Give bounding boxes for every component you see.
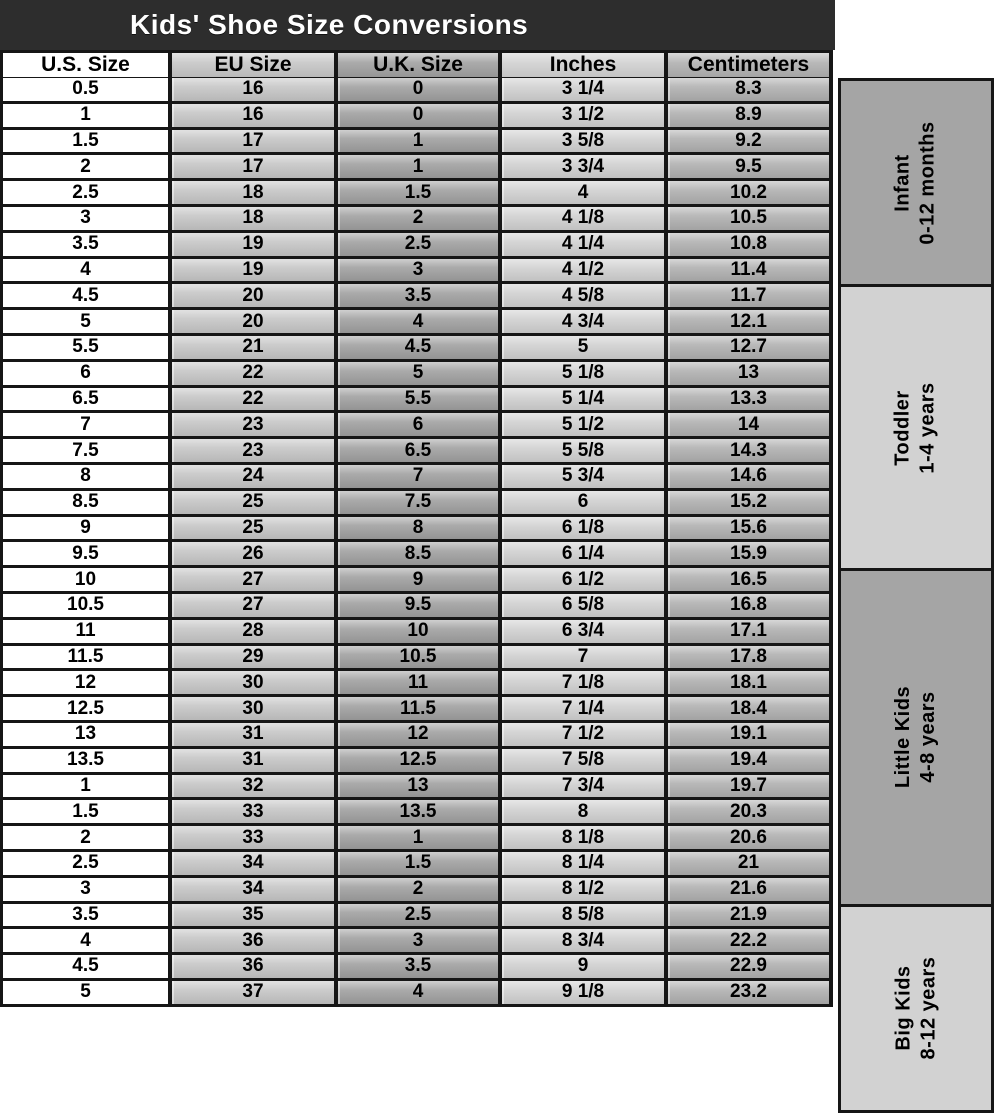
cell-inches: 9 1/8 xyxy=(502,981,668,1007)
age-group-sidebar xyxy=(838,0,1000,1060)
cell-uk-size: 2 xyxy=(338,207,502,233)
cell-uk-size: 10 xyxy=(338,620,502,646)
cell-us-size: 12 xyxy=(0,671,172,697)
table-row xyxy=(0,259,833,285)
cell-inches: 6 xyxy=(502,491,668,517)
cell-centimeters: 20.6 xyxy=(668,826,833,852)
age-group-name: Little Kids xyxy=(891,686,914,789)
cell-eu-size: 33 xyxy=(172,826,338,852)
table-row xyxy=(0,439,833,465)
cell-eu-size: 21 xyxy=(172,336,338,362)
table-row xyxy=(0,465,833,491)
cell-us-size: 4 xyxy=(0,929,172,955)
cell-eu-size: 22 xyxy=(172,388,338,414)
cell-inches: 6 1/4 xyxy=(502,542,668,568)
cell-inches: 7 xyxy=(502,646,668,672)
cell-centimeters: 9.2 xyxy=(668,130,833,156)
cell-eu-size: 20 xyxy=(172,310,338,336)
age-group-label xyxy=(891,957,941,1060)
cell-uk-size: 7 xyxy=(338,465,502,491)
cell-uk-size: 4 xyxy=(338,310,502,336)
cell-uk-size: 0 xyxy=(338,78,502,104)
age-group-range: 8-12 years xyxy=(917,956,939,1060)
cell-us-size: 9.5 xyxy=(0,542,172,568)
table-row xyxy=(0,78,833,104)
cell-uk-size: 11 xyxy=(338,671,502,697)
cell-eu-size: 36 xyxy=(172,955,338,981)
cell-inches: 6 5/8 xyxy=(502,594,668,620)
cell-centimeters: 14.3 xyxy=(668,439,833,465)
cell-inches: 7 1/4 xyxy=(502,697,668,723)
cell-inches: 5 5/8 xyxy=(502,439,668,465)
cell-centimeters: 16.5 xyxy=(668,568,833,594)
cell-inches: 4 5/8 xyxy=(502,284,668,310)
cell-centimeters: 12.7 xyxy=(668,336,833,362)
cell-eu-size: 16 xyxy=(172,78,338,104)
cell-us-size: 1 xyxy=(0,104,172,130)
cell-inches: 5 xyxy=(502,336,668,362)
cell-centimeters: 17.1 xyxy=(668,620,833,646)
cell-us-size: 11.5 xyxy=(0,646,172,672)
cell-eu-size: 19 xyxy=(172,259,338,285)
age-group-name: Infant xyxy=(892,153,914,212)
cell-eu-size: 34 xyxy=(172,878,338,904)
cell-uk-size: 1 xyxy=(338,155,502,181)
table-row xyxy=(0,775,833,801)
cell-centimeters: 22.9 xyxy=(668,955,833,981)
cell-uk-size: 4 xyxy=(338,981,502,1007)
cell-centimeters: 15.6 xyxy=(668,517,833,543)
cell-inches: 3 1/4 xyxy=(502,78,668,104)
cell-eu-size: 16 xyxy=(172,104,338,130)
table-row xyxy=(0,155,833,181)
cell-us-size: 9 xyxy=(0,517,172,543)
cell-inches: 9 xyxy=(502,955,668,981)
cell-centimeters: 19.1 xyxy=(668,723,833,749)
cell-eu-size: 35 xyxy=(172,904,338,930)
cell-inches: 8 3/4 xyxy=(502,929,668,955)
cell-eu-size: 33 xyxy=(172,800,338,826)
cell-centimeters: 8.3 xyxy=(668,78,833,104)
cell-centimeters: 19.4 xyxy=(668,749,833,775)
age-group-range: 0-12 months xyxy=(917,121,939,245)
cell-us-size: 4.5 xyxy=(0,284,172,310)
cell-inches: 8 1/4 xyxy=(502,852,668,878)
cell-us-size: 2.5 xyxy=(0,181,172,207)
column-header-us-size: U.S. Size xyxy=(0,50,172,80)
cell-uk-size: 1 xyxy=(338,130,502,156)
table-row xyxy=(0,491,833,517)
cell-eu-size: 34 xyxy=(172,852,338,878)
column-header-centimeters: Centimeters xyxy=(668,50,833,80)
cell-us-size: 6.5 xyxy=(0,388,172,414)
age-group-label xyxy=(891,121,941,244)
cell-centimeters: 19.7 xyxy=(668,775,833,801)
cell-inches: 4 1/4 xyxy=(502,233,668,259)
age-group-range: 1-4 years xyxy=(917,382,939,474)
cell-uk-size: 0 xyxy=(338,104,502,130)
cell-uk-size: 10.5 xyxy=(338,646,502,672)
cell-us-size: 4 xyxy=(0,259,172,285)
cell-eu-size: 19 xyxy=(172,233,338,259)
cell-uk-size: 3.5 xyxy=(338,284,502,310)
cell-centimeters: 10.2 xyxy=(668,181,833,207)
table-row xyxy=(0,542,833,568)
cell-centimeters: 9.5 xyxy=(668,155,833,181)
cell-us-size: 8 xyxy=(0,465,172,491)
cell-us-size: 2.5 xyxy=(0,852,172,878)
cell-eu-size: 25 xyxy=(172,517,338,543)
cell-us-size: 10 xyxy=(0,568,172,594)
cell-eu-size: 30 xyxy=(172,697,338,723)
cell-eu-size: 23 xyxy=(172,413,338,439)
cell-inches: 8 xyxy=(502,800,668,826)
age-group-range: 4-8 years xyxy=(916,691,939,784)
cell-us-size: 0.5 xyxy=(0,78,172,104)
cell-uk-size: 9.5 xyxy=(338,594,502,620)
cell-us-size: 1 xyxy=(0,775,172,801)
cell-inches: 3 5/8 xyxy=(502,130,668,156)
cell-centimeters: 21 xyxy=(668,852,833,878)
cell-us-size: 3 xyxy=(0,878,172,904)
table-row xyxy=(0,904,833,930)
cell-uk-size: 5 xyxy=(338,362,502,388)
table-body xyxy=(0,78,833,1007)
cell-uk-size: 12 xyxy=(338,723,502,749)
cell-us-size: 4.5 xyxy=(0,955,172,981)
cell-centimeters: 21.6 xyxy=(668,878,833,904)
cell-eu-size: 18 xyxy=(172,207,338,233)
cell-uk-size: 8.5 xyxy=(338,542,502,568)
cell-uk-size: 6.5 xyxy=(338,439,502,465)
age-group-little-kids xyxy=(838,568,994,906)
column-header-inches: Inches xyxy=(502,50,668,80)
cell-centimeters: 21.9 xyxy=(668,904,833,930)
cell-eu-size: 22 xyxy=(172,362,338,388)
cell-us-size: 6 xyxy=(0,362,172,388)
cell-uk-size: 13.5 xyxy=(338,800,502,826)
cell-centimeters: 13 xyxy=(668,362,833,388)
cell-inches: 6 1/2 xyxy=(502,568,668,594)
cell-eu-size: 36 xyxy=(172,929,338,955)
cell-us-size: 11 xyxy=(0,620,172,646)
cell-uk-size: 11.5 xyxy=(338,697,502,723)
cell-eu-size: 23 xyxy=(172,439,338,465)
cell-uk-size: 1.5 xyxy=(338,181,502,207)
table-row xyxy=(0,929,833,955)
table-row xyxy=(0,284,833,310)
column-header-eu-size: EU Size xyxy=(172,50,338,80)
cell-eu-size: 27 xyxy=(172,594,338,620)
cell-us-size: 7.5 xyxy=(0,439,172,465)
cell-inches: 4 xyxy=(502,181,668,207)
table-row xyxy=(0,310,833,336)
cell-inches: 4 1/8 xyxy=(502,207,668,233)
cell-us-size: 13 xyxy=(0,723,172,749)
cell-centimeters: 11.7 xyxy=(668,284,833,310)
cell-us-size: 5.5 xyxy=(0,336,172,362)
cell-centimeters: 18.4 xyxy=(668,697,833,723)
cell-eu-size: 32 xyxy=(172,775,338,801)
cell-eu-size: 31 xyxy=(172,749,338,775)
cell-eu-size: 29 xyxy=(172,646,338,672)
cell-us-size: 8.5 xyxy=(0,491,172,517)
cell-centimeters: 18.1 xyxy=(668,671,833,697)
cell-uk-size: 1.5 xyxy=(338,852,502,878)
age-group-infant xyxy=(838,78,994,287)
cell-eu-size: 31 xyxy=(172,723,338,749)
table-row xyxy=(0,362,833,388)
cell-centimeters: 14.6 xyxy=(668,465,833,491)
age-group-big-kids xyxy=(838,904,994,1113)
age-group-toddler xyxy=(838,284,994,571)
cell-centimeters: 13.3 xyxy=(668,388,833,414)
cell-inches: 3 3/4 xyxy=(502,155,668,181)
cell-uk-size: 4.5 xyxy=(338,336,502,362)
cell-centimeters: 8.9 xyxy=(668,104,833,130)
cell-us-size: 10.5 xyxy=(0,594,172,620)
cell-uk-size: 13 xyxy=(338,775,502,801)
table-row xyxy=(0,800,833,826)
cell-inches: 4 3/4 xyxy=(502,310,668,336)
cell-uk-size: 6 xyxy=(338,413,502,439)
cell-eu-size: 17 xyxy=(172,130,338,156)
cell-centimeters: 11.4 xyxy=(668,259,833,285)
table-row xyxy=(0,594,833,620)
cell-uk-size: 2 xyxy=(338,878,502,904)
table-row xyxy=(0,646,833,672)
table-row xyxy=(0,130,833,156)
cell-centimeters: 20.3 xyxy=(668,800,833,826)
cell-inches: 4 1/2 xyxy=(502,259,668,285)
chart-title: Kids' Shoe Size Conversions xyxy=(130,9,529,40)
cell-centimeters: 23.2 xyxy=(668,981,833,1007)
cell-centimeters: 10.8 xyxy=(668,233,833,259)
cell-uk-size: 7.5 xyxy=(338,491,502,517)
cell-eu-size: 30 xyxy=(172,671,338,697)
cell-us-size: 3.5 xyxy=(0,233,172,259)
cell-eu-size: 25 xyxy=(172,491,338,517)
cell-eu-size: 20 xyxy=(172,284,338,310)
cell-centimeters: 15.2 xyxy=(668,491,833,517)
cell-inches: 7 1/2 xyxy=(502,723,668,749)
cell-centimeters: 15.9 xyxy=(668,542,833,568)
cell-us-size: 1.5 xyxy=(0,130,172,156)
cell-uk-size: 3.5 xyxy=(338,955,502,981)
cell-us-size: 1.5 xyxy=(0,800,172,826)
cell-inches: 5 1/4 xyxy=(502,388,668,414)
column-header-uk-size: U.K. Size xyxy=(338,50,502,80)
table-row xyxy=(0,388,833,414)
cell-inches: 3 1/2 xyxy=(502,104,668,130)
cell-us-size: 12.5 xyxy=(0,697,172,723)
table-row xyxy=(0,671,833,697)
cell-us-size: 2 xyxy=(0,155,172,181)
cell-eu-size: 27 xyxy=(172,568,338,594)
cell-centimeters: 22.2 xyxy=(668,929,833,955)
table-row xyxy=(0,336,833,362)
cell-eu-size: 37 xyxy=(172,981,338,1007)
cell-us-size: 2 xyxy=(0,826,172,852)
cell-inches: 8 1/8 xyxy=(502,826,668,852)
cell-centimeters: 14 xyxy=(668,413,833,439)
cell-inches: 6 1/8 xyxy=(502,517,668,543)
cell-uk-size: 3 xyxy=(338,259,502,285)
cell-uk-size: 5.5 xyxy=(338,388,502,414)
cell-inches: 7 1/8 xyxy=(502,671,668,697)
cell-uk-size: 3 xyxy=(338,929,502,955)
table-row xyxy=(0,878,833,904)
cell-us-size: 3 xyxy=(0,207,172,233)
cell-us-size: 5 xyxy=(0,310,172,336)
title-bar xyxy=(0,0,835,50)
cell-inches: 5 3/4 xyxy=(502,465,668,491)
table-row xyxy=(0,104,833,130)
cell-centimeters: 16.8 xyxy=(668,594,833,620)
age-group-name: Big Kids xyxy=(892,965,914,1051)
cell-us-size: 13.5 xyxy=(0,749,172,775)
cell-uk-size: 12.5 xyxy=(338,749,502,775)
cell-inches: 7 5/8 xyxy=(502,749,668,775)
cell-inches: 6 3/4 xyxy=(502,620,668,646)
table-row xyxy=(0,826,833,852)
cell-inches: 5 1/8 xyxy=(502,362,668,388)
table-row xyxy=(0,233,833,259)
cell-inches: 5 1/2 xyxy=(502,413,668,439)
cell-inches: 8 5/8 xyxy=(502,904,668,930)
age-group-label xyxy=(891,686,941,788)
cell-uk-size: 9 xyxy=(338,568,502,594)
cell-uk-size: 2.5 xyxy=(338,233,502,259)
table-row xyxy=(0,181,833,207)
table-row xyxy=(0,749,833,775)
cell-inches: 7 3/4 xyxy=(502,775,668,801)
cell-uk-size: 8 xyxy=(338,517,502,543)
age-group-label xyxy=(891,382,941,473)
table-row xyxy=(0,955,833,981)
table-row xyxy=(0,852,833,878)
cell-us-size: 3.5 xyxy=(0,904,172,930)
cell-eu-size: 28 xyxy=(172,620,338,646)
table-row xyxy=(0,697,833,723)
cell-eu-size: 18 xyxy=(172,181,338,207)
cell-eu-size: 26 xyxy=(172,542,338,568)
table-row xyxy=(0,568,833,594)
table-header-row xyxy=(0,50,833,78)
table-row xyxy=(0,413,833,439)
cell-us-size: 7 xyxy=(0,413,172,439)
table-row xyxy=(0,517,833,543)
cell-us-size: 5 xyxy=(0,981,172,1007)
cell-uk-size: 1 xyxy=(338,826,502,852)
cell-eu-size: 17 xyxy=(172,155,338,181)
age-group-name: Toddler xyxy=(892,390,914,466)
cell-inches: 8 1/2 xyxy=(502,878,668,904)
cell-centimeters: 12.1 xyxy=(668,310,833,336)
cell-uk-size: 2.5 xyxy=(338,904,502,930)
cell-centimeters: 10.5 xyxy=(668,207,833,233)
table-row xyxy=(0,207,833,233)
table-row xyxy=(0,981,833,1007)
cell-eu-size: 24 xyxy=(172,465,338,491)
table-row xyxy=(0,723,833,749)
cell-centimeters: 17.8 xyxy=(668,646,833,672)
table-row xyxy=(0,620,833,646)
